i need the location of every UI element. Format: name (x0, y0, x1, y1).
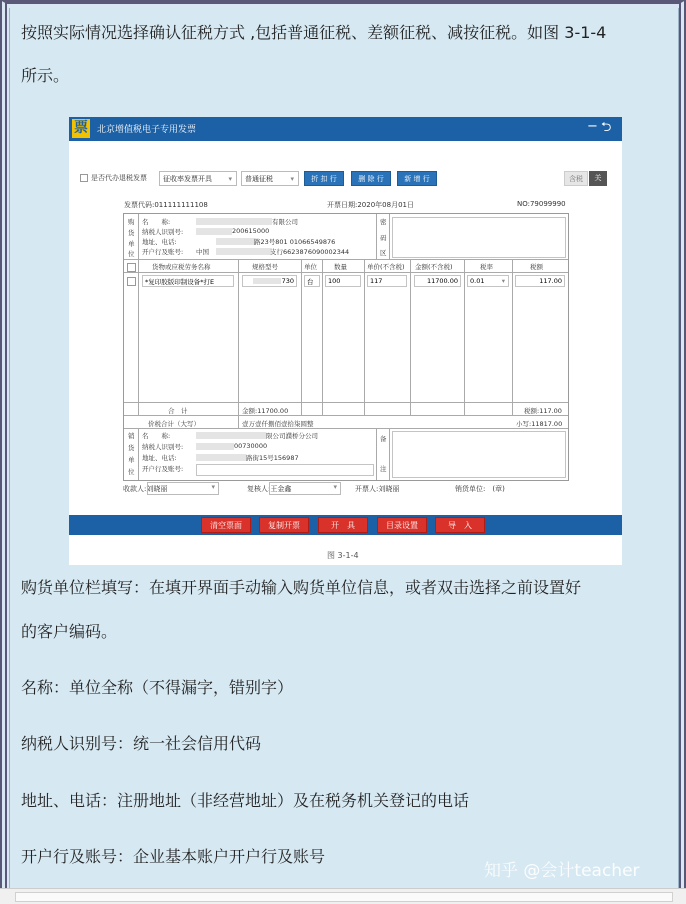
col-header-qty: 数量 (334, 263, 347, 271)
redacted-area (196, 228, 232, 235)
item-rate-select[interactable]: 0.01 ▾ (467, 275, 509, 287)
divider (124, 272, 568, 273)
buyer-bank-label: 开户行及账号: (142, 248, 184, 256)
taxid-rule-text: 纳税人识别号：统一社会信用代码 (21, 734, 262, 753)
total-amount: 金额:11700.00 (242, 407, 289, 415)
seller-side-3: 单 (128, 456, 135, 464)
item-name-field[interactable]: *复印胶版印制设备*打E (142, 275, 234, 287)
redacted-area (196, 218, 272, 225)
buyer-info-text: 购货单位栏填写：在填开界面手动输入购货单位信息，或者双击选择之前设置好 (21, 578, 582, 597)
redacted-area (216, 248, 272, 255)
invoice-screenshot (69, 117, 622, 565)
col-header-rate: 税率 (480, 263, 493, 271)
receiver-label: 收款人:刘晓丽 (123, 485, 168, 493)
total-tax: 税额:117.00 (524, 407, 562, 415)
buyer-info-text-cont: 的客户编码。 (21, 622, 118, 641)
invoice-number: NO:79099990 (517, 200, 566, 208)
seller-seal-label: 销货单位: (章) (455, 485, 505, 493)
divider (389, 214, 390, 259)
grand-total-label: 价税合计（大写） (148, 420, 200, 428)
divider (512, 259, 513, 415)
col-header-amount: 金额(不含税) (415, 263, 453, 271)
buyer-taxid-field[interactable]: 200615000 (232, 227, 270, 235)
buyer-name-field[interactable]: 有限公司 (272, 218, 298, 226)
new-row-button[interactable]: 新 增 行 (397, 171, 437, 186)
item-tax-field[interactable]: 117.00 (515, 275, 565, 287)
buyer-side-3: 单 (128, 240, 135, 248)
buyer-name-label: 名 称: (142, 218, 171, 226)
select-all-checkbox[interactable] (127, 263, 136, 272)
redacted-area (196, 432, 266, 439)
chevron-down-icon: ▾ (211, 483, 215, 491)
seller-side-4: 位 (128, 468, 135, 476)
reviewer-label: 复核人:王金鑫 (247, 485, 292, 493)
article-body (9, 8, 679, 888)
import-button[interactable]: 导 入 (435, 517, 485, 533)
col-header-unit: 单位 (304, 263, 317, 271)
divider (238, 415, 239, 428)
seller-taxid-label: 纳税人识别号: (142, 443, 184, 451)
password-side-1: 密 (380, 218, 387, 226)
seller-taxid-field[interactable]: 00730000 (234, 442, 268, 450)
reviewer-select[interactable] (269, 482, 341, 495)
buyer-address-label: 地址、电话: (142, 238, 177, 246)
item-unit-field[interactable]: 台 (304, 275, 320, 287)
remark-side-1: 备 (380, 435, 387, 443)
total-label: 合 计 (168, 407, 188, 415)
redacted-area (216, 238, 256, 245)
invoice-date: 开票日期:2020年08月01日 (327, 201, 414, 209)
chevron-down-icon: ▾ (228, 175, 232, 183)
horizontal-scrollbar[interactable] (0, 888, 686, 904)
redacted-area (196, 454, 246, 461)
seller-side-1: 销 (128, 432, 135, 440)
receiver-select[interactable] (147, 482, 219, 495)
divider (376, 214, 377, 259)
col-header-price: 单价(不含税) (367, 263, 405, 271)
invoice-logo-icon: 票 (74, 120, 88, 136)
divider (301, 259, 302, 415)
seller-name-field[interactable]: 限公司濮桥分公司 (266, 432, 318, 440)
name-rule-text: 名称：单位全称（不得漏字，错别字） (21, 678, 294, 697)
intro-text-cont: 所示。 (21, 66, 70, 85)
directory-settings-button[interactable]: 目录设置 (377, 517, 427, 533)
clear-form-button[interactable]: 清空票面 (201, 517, 251, 533)
invoice-source-select[interactable]: 征收率发票开具 ▾ (159, 171, 237, 186)
divider (138, 214, 139, 259)
col-header-tax: 税额 (530, 263, 543, 271)
chevron-down-icon: ▾ (501, 277, 505, 285)
seller-side-2: 货 (128, 444, 135, 452)
divider (364, 259, 365, 415)
bank-rule-text: 开户行及账号：企业基本账户开户行及账号 (21, 847, 326, 866)
tax-mode-select[interactable]: 普通征税 ▾ (241, 171, 299, 186)
buyer-side-1: 购 (128, 218, 135, 226)
buyer-bank-prefix: 中国 (196, 248, 209, 256)
app-title: 北京增值税电子专用发票 (97, 125, 197, 135)
remark-side-2: 注 (380, 465, 387, 473)
item-spec-field[interactable]: 730 (242, 275, 297, 287)
figure-caption: 图 3-1-4 (327, 551, 359, 560)
seller-name-label: 名 称: (142, 432, 171, 440)
minimize-icon[interactable]: − (587, 119, 598, 134)
invoice-form (123, 213, 569, 481)
app-titlebar (69, 117, 622, 141)
divider (464, 259, 465, 415)
bottom-action-bar (69, 515, 622, 535)
password-area (392, 217, 566, 258)
invoice-code: 发票代码:011111111108 (124, 201, 208, 209)
add-discount-button[interactable]: 折 扣 行 (304, 171, 344, 186)
divider (124, 428, 568, 429)
address-rule-text: 地址、电话：注册地址（非经营地址）及在税务机关登记的电话 (21, 791, 470, 810)
buyer-bank-field[interactable]: 支行6623876090002344 (270, 248, 350, 256)
intro-text: 按照实际情况选择确认征税方式 ,包括普通征税、差额征税、减按征税。如图 3-1-4 (21, 23, 607, 42)
divider (238, 259, 239, 415)
divider (410, 259, 411, 415)
buyer-side-4: 位 (128, 250, 135, 258)
watermark: 知乎 @会计teacher (484, 861, 640, 881)
divider (124, 259, 568, 260)
remark-field[interactable] (392, 431, 566, 478)
chevron-down-icon: ▾ (333, 483, 337, 491)
buyer-address-field[interactable]: 路23号801 01066549876 (254, 238, 336, 246)
item-amount-field[interactable]: 11700.00 (414, 275, 461, 287)
divider (138, 428, 139, 480)
buyer-side-2: 货 (128, 229, 135, 237)
copy-issue-button[interactable]: 复制开票 (259, 517, 309, 533)
back-icon[interactable]: ⮌ (601, 120, 612, 135)
col-header-name: 货物或应税劳务名称 (152, 263, 211, 271)
grand-total-upper: 壹万壹仟捌佰壹拾柒圆整 (242, 420, 314, 428)
close-button[interactable]: 关 (589, 171, 607, 186)
tax-inclusive-toggle[interactable]: 含税 (564, 171, 588, 186)
seller-bank-label: 开户行及账号: (142, 465, 184, 473)
seller-address-label: 地址、电话: (142, 454, 177, 462)
buyer-taxid-label: 纳税人识别号: (142, 228, 184, 236)
seller-address-field[interactable]: 路街15号156987 (246, 454, 299, 462)
row-checkbox[interactable] (127, 277, 136, 286)
item-qty-field[interactable]: 100 (325, 275, 361, 287)
scrollbar-thumb[interactable] (15, 892, 673, 902)
redacted-area (253, 278, 281, 284)
divider (124, 402, 568, 403)
divider (124, 415, 568, 416)
seller-bank-field[interactable] (196, 464, 374, 476)
password-side-2: 码 (380, 234, 387, 242)
refund-checkbox[interactable] (80, 174, 88, 182)
divider (389, 428, 390, 480)
refund-checkbox-label: 是否代办退税发票 (91, 174, 147, 182)
divider (138, 259, 139, 415)
col-header-spec: 规格型号 (252, 263, 278, 271)
password-side-3: 区 (380, 249, 387, 257)
issue-button[interactable]: 开 具 (318, 517, 368, 533)
divider (376, 428, 377, 480)
divider (322, 259, 323, 415)
issuer-label: 开票人:刘晓丽 (355, 485, 400, 493)
redacted-area (196, 443, 234, 450)
chevron-down-icon: ▾ (290, 175, 294, 183)
item-price-field[interactable]: 117 (367, 275, 407, 287)
grand-total-lower: 小写:11817.00 (516, 420, 563, 428)
delete-row-button[interactable]: 删 除 行 (351, 171, 391, 186)
